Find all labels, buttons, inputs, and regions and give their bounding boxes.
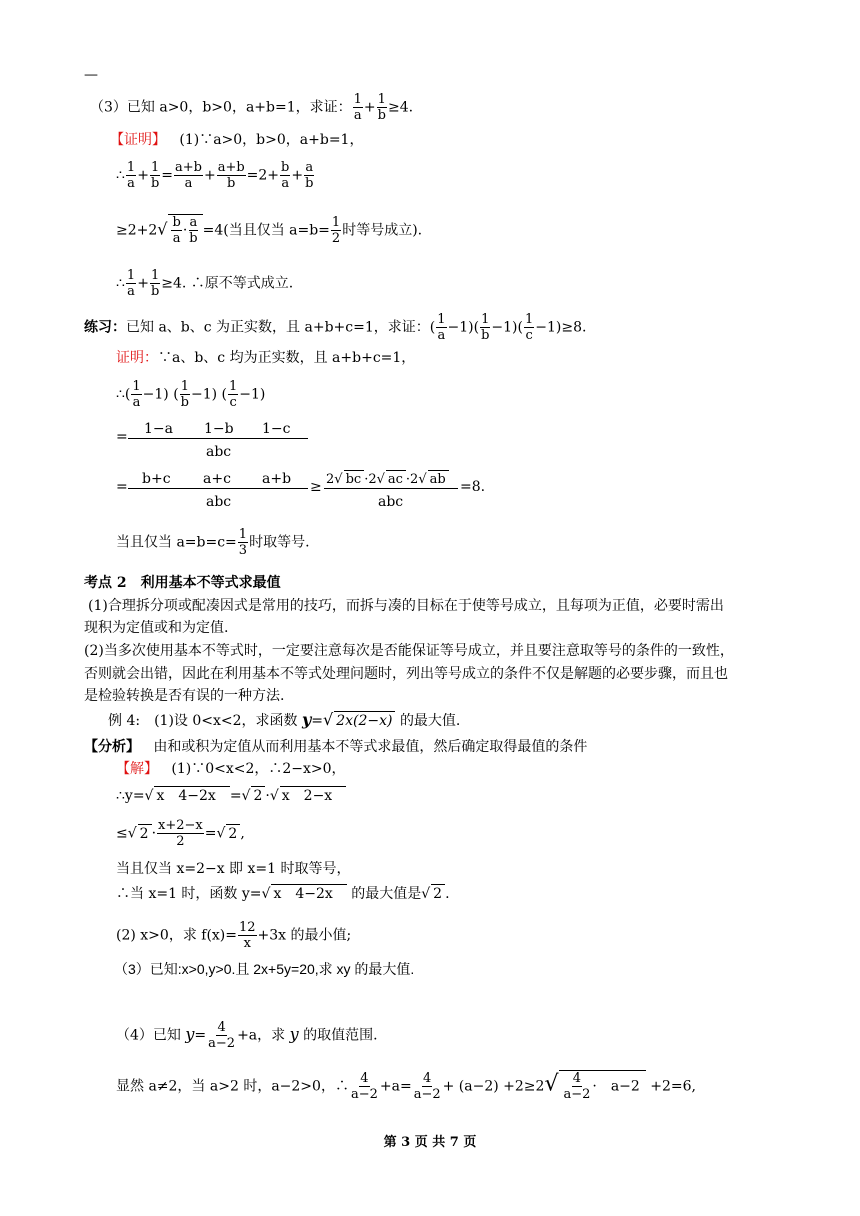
text: ∴y= bbox=[116, 788, 145, 804]
var-y: y bbox=[185, 1024, 195, 1044]
text: 显然 a≠2，当 a>2 时，a−2>0，∴ bbox=[116, 1078, 349, 1095]
equals-sign: = bbox=[116, 479, 128, 495]
denominator: 2 bbox=[176, 834, 185, 849]
text: (1)∵0<x<2，∴2−x>0， bbox=[171, 761, 346, 777]
sqrt-sign: √ bbox=[376, 472, 385, 487]
fraction bbox=[180, 379, 190, 410]
practice-proof-line-2 bbox=[116, 379, 265, 410]
practice-stem bbox=[84, 312, 586, 343]
sqrt-body: bc bbox=[344, 470, 365, 489]
practice-equality-condition bbox=[116, 527, 310, 558]
practice-proof-line-1 bbox=[116, 349, 415, 367]
denominator: 3 bbox=[238, 543, 248, 558]
text: ∴( bbox=[116, 386, 131, 403]
sqrt-sign: √ bbox=[216, 825, 226, 842]
sqrt-sign: √ bbox=[157, 219, 168, 239]
fraction-bar bbox=[128, 438, 308, 439]
text: 例 4: (1)设 0<x<2，求函数 bbox=[108, 713, 298, 729]
numerator: 4 bbox=[217, 1020, 226, 1035]
fraction bbox=[217, 160, 246, 191]
sqrt-sign: √ bbox=[334, 472, 343, 487]
dot: · bbox=[151, 825, 157, 842]
fraction bbox=[150, 268, 160, 299]
fraction bbox=[126, 268, 136, 299]
text: +a，求 bbox=[237, 1027, 286, 1044]
equals-sign: = bbox=[204, 825, 217, 842]
numerator: x+2−x bbox=[158, 818, 203, 833]
plus-sign: + bbox=[363, 99, 376, 116]
numerator: 1−b bbox=[204, 421, 234, 437]
denominator: a bbox=[172, 231, 181, 246]
q3-stem-end: ≥4. bbox=[387, 99, 414, 116]
text: −1)≥8. bbox=[535, 319, 587, 336]
solution-line-3 bbox=[116, 818, 245, 849]
fraction bbox=[304, 160, 314, 191]
denominator: a bbox=[184, 176, 193, 191]
dot: · bbox=[265, 788, 270, 804]
sqrt-body: 2 bbox=[431, 884, 445, 903]
question-4 bbox=[116, 1020, 378, 1051]
text: 时取等号. bbox=[249, 534, 310, 551]
equals-sign: = bbox=[116, 429, 128, 445]
numerator: b+c bbox=[142, 471, 171, 487]
sqrt-sign: √ bbox=[261, 886, 271, 902]
solution-line-1 bbox=[116, 760, 346, 778]
denominator: a bbox=[353, 108, 362, 123]
paragraph-line: 否则就会出错，因此在利用基本不等式处理问题时，列出等号成立的条件不仅是解题的必要步骤，而且也 bbox=[84, 666, 728, 682]
practice-text: 已知 a、b、c 为正实数，且 a+b+c=1，求证：( bbox=[126, 319, 436, 336]
plus-sign: + bbox=[291, 167, 304, 184]
numerator: 1 bbox=[524, 312, 534, 327]
numerator: 1−c bbox=[262, 421, 291, 437]
question-2 bbox=[116, 920, 351, 951]
fraction bbox=[171, 215, 181, 246]
denominator: x bbox=[243, 936, 251, 951]
fraction bbox=[480, 312, 490, 343]
numerator: 1 bbox=[229, 379, 238, 394]
sqrt-body: 2 bbox=[251, 786, 265, 805]
text: （4）已知 bbox=[116, 1027, 181, 1044]
numerator: a+c bbox=[203, 471, 231, 487]
numerator: 1 bbox=[331, 215, 341, 230]
denominator: abc bbox=[206, 494, 232, 510]
text: (2) x>0，求 f(x)= bbox=[116, 927, 237, 944]
denominator: b bbox=[377, 108, 386, 123]
denominator: a−2 bbox=[413, 1087, 441, 1102]
denominator: b bbox=[150, 284, 160, 299]
dot: · bbox=[182, 222, 188, 239]
sqrt-body bbox=[168, 214, 202, 246]
sqrt-sign: √ bbox=[418, 472, 427, 487]
sqrt-body: 2 bbox=[226, 824, 240, 843]
proof-tag: 证明： bbox=[116, 350, 158, 366]
text: −1) bbox=[239, 386, 266, 403]
text: 的最大值是 bbox=[351, 886, 422, 902]
fraction bbox=[524, 312, 534, 343]
fraction bbox=[562, 1071, 591, 1102]
plus-sign: + bbox=[137, 275, 149, 292]
sqrt-body: ac bbox=[386, 470, 406, 489]
ge-sign: ≥ bbox=[310, 479, 322, 495]
text: ∴当 x=1 时，函数 y= bbox=[116, 886, 262, 902]
fraction bbox=[331, 215, 341, 246]
text: ·2 bbox=[364, 472, 377, 487]
plus-sign: + bbox=[137, 167, 149, 184]
sqrt-body: x 4−2x bbox=[154, 786, 229, 805]
equality-condition: =4(当且仅当 a=b= bbox=[202, 222, 330, 239]
practice-label: 练习： bbox=[84, 319, 126, 336]
fraction bbox=[150, 160, 160, 191]
numerator: b bbox=[172, 215, 181, 230]
equals-sign: = bbox=[229, 788, 242, 804]
numerator: 1 bbox=[126, 268, 136, 283]
denominator: a bbox=[127, 176, 135, 191]
sqrt-body: 2x(2−x) bbox=[334, 711, 395, 730]
numerator: a bbox=[305, 160, 314, 175]
equality-end: 时等号成立). bbox=[342, 222, 423, 239]
solution-line-5 bbox=[116, 884, 450, 903]
numerator: 1 bbox=[132, 379, 141, 394]
analysis bbox=[84, 738, 587, 756]
question-3 bbox=[90, 92, 413, 123]
sqrt-body: ab bbox=[428, 470, 449, 489]
sqrt-body bbox=[559, 1070, 645, 1102]
solution-tag: 【解】 bbox=[116, 761, 158, 777]
fraction-bar bbox=[128, 488, 308, 489]
comma: , bbox=[240, 825, 245, 842]
sqrt-sign: √ bbox=[269, 788, 279, 804]
proof-text: ∵a、b、c 均为正实数，且 a+b+c=1， bbox=[158, 350, 416, 366]
denominator: a−2 bbox=[350, 1087, 378, 1102]
proof-line-1 bbox=[110, 131, 363, 149]
therefore-sign: ∴ bbox=[116, 275, 125, 292]
proof-tag: 【证明】 bbox=[110, 132, 166, 148]
var-y: y bbox=[301, 710, 312, 729]
paragraph-line: 是检验转换是否有误的一种方法. bbox=[84, 688, 285, 704]
numerator: 1 bbox=[353, 92, 362, 107]
fraction bbox=[238, 527, 248, 558]
numerator: 1 bbox=[150, 160, 160, 175]
text: −1)( bbox=[447, 319, 480, 336]
denominator: abc bbox=[378, 494, 404, 510]
fraction bbox=[228, 379, 238, 410]
text: 的最大值. bbox=[399, 713, 461, 729]
top-dash: — bbox=[84, 67, 98, 83]
sqrt-sign: √ bbox=[323, 710, 334, 729]
equals-sign: = bbox=[311, 713, 324, 729]
fraction bbox=[436, 312, 446, 343]
text: −1)( bbox=[491, 319, 523, 336]
sqrt-sign: √ bbox=[127, 825, 137, 842]
example-4-stem bbox=[108, 711, 460, 730]
conclusion-text: ≥4. ∴原不等式成立. bbox=[161, 275, 294, 292]
solution-line-2 bbox=[116, 786, 346, 805]
proof-line-4 bbox=[116, 268, 293, 299]
denominator: a−2 bbox=[563, 1087, 591, 1102]
equals-sign: = bbox=[194, 1027, 207, 1044]
final-line bbox=[116, 1070, 696, 1102]
denominator: abc bbox=[206, 444, 232, 460]
proof-text: (1)∵a>0，b>0，a+b=1， bbox=[179, 132, 364, 148]
ge-text: ≥2+2 bbox=[116, 222, 158, 239]
numerator: 4 bbox=[360, 1071, 369, 1086]
numerator: 1 bbox=[180, 379, 189, 394]
fraction bbox=[238, 920, 257, 951]
numerator: 1 bbox=[126, 160, 136, 175]
numerator: 4 bbox=[572, 1071, 582, 1086]
denominator: a bbox=[281, 176, 290, 191]
denominator: b bbox=[305, 176, 314, 191]
text: 的取值范围. bbox=[303, 1027, 378, 1044]
sqrt-sign: √ bbox=[241, 788, 251, 804]
denominator: a−2 bbox=[208, 1036, 236, 1051]
numerator: 1 bbox=[437, 312, 446, 327]
denominator: a bbox=[132, 395, 141, 410]
section-title: 考点 2 利用基本不等式求最值 bbox=[84, 575, 281, 591]
analysis-text: 由和或积为定值从而利用基本不等式求最值，然后确定取得最值的条件 bbox=[153, 739, 588, 755]
numerator: a+b bbox=[217, 160, 245, 175]
period: . bbox=[445, 886, 450, 902]
fraction bbox=[126, 160, 136, 191]
denominator: c bbox=[525, 328, 533, 343]
numerator: a+b bbox=[262, 471, 292, 487]
analysis-tag: 【分析】 bbox=[84, 739, 140, 755]
numerator: 4 bbox=[423, 1071, 432, 1086]
fraction bbox=[174, 160, 203, 191]
numerator: b bbox=[281, 160, 290, 175]
numerator: 1−a bbox=[144, 421, 173, 437]
sqrt-sign: √ bbox=[544, 1071, 559, 1097]
denominator: b bbox=[150, 176, 160, 191]
denominator: b bbox=[481, 328, 490, 343]
text: 2 bbox=[326, 472, 335, 487]
solution-line-4: 当且仅当 x=2−x 即 x=1 时取等号， bbox=[116, 861, 351, 877]
text: −1) ( bbox=[191, 386, 228, 403]
equals-sign: = bbox=[161, 167, 173, 184]
numerator: a bbox=[189, 215, 198, 230]
paragraph-line: (2)当多次使用基本不等式时，一定要注意每次是否能保证等号成立，并且要注意取等号的条件的一致性， bbox=[84, 643, 734, 659]
numerator: 1 bbox=[377, 92, 386, 107]
le-sign: ≤ bbox=[116, 825, 128, 842]
text: +a= bbox=[379, 1078, 412, 1095]
sqrt-sign: √ bbox=[421, 886, 431, 902]
denominator: c bbox=[229, 395, 237, 410]
fraction-bar bbox=[324, 488, 458, 489]
fraction bbox=[377, 92, 387, 123]
numerator: a+b bbox=[175, 160, 202, 175]
denominator: a bbox=[437, 328, 446, 343]
q3-stem: （3）已知 a>0，b>0，a+b=1，求证： bbox=[90, 99, 352, 116]
var-y: y bbox=[289, 1024, 299, 1044]
denominator: b bbox=[227, 176, 236, 191]
numerator: 1 bbox=[238, 527, 248, 542]
paragraph-line: (1)合理拆分项或配凑因式是常用的技巧，而拆与凑的目标在于使等号成立，且每项为正值，必要时需出 bbox=[88, 598, 724, 614]
fraction bbox=[280, 160, 290, 191]
text: +2=6, bbox=[650, 1078, 697, 1095]
sqrt-body: 2 bbox=[138, 824, 152, 843]
page-footer: 第 3 页 共 7 页 bbox=[383, 1135, 477, 1150]
proof-line-2 bbox=[116, 160, 315, 191]
fraction bbox=[157, 818, 204, 849]
denominator: 2 bbox=[331, 231, 341, 246]
text: 当且仅当 a=b=c= bbox=[116, 534, 237, 551]
fraction bbox=[413, 1071, 442, 1102]
question-3b: （3）已知:x>0,y>0.且 2x+5y=20,求 xy 的最大值. bbox=[114, 961, 415, 977]
text: ·2 bbox=[405, 472, 419, 487]
denominator: a bbox=[127, 284, 135, 299]
plus-sign: + bbox=[203, 167, 216, 184]
paragraph-line: 现积为定值或和为定值. bbox=[84, 620, 229, 636]
text: =8. bbox=[460, 479, 486, 495]
numerator: 1 bbox=[150, 268, 160, 283]
fraction bbox=[188, 215, 198, 246]
equals-text: =2+ bbox=[246, 167, 280, 184]
text: · a−2 bbox=[592, 1078, 640, 1095]
fraction bbox=[353, 92, 363, 123]
proof-line-3 bbox=[116, 214, 422, 246]
fraction bbox=[131, 379, 141, 410]
sqrt-body: x 4−2x bbox=[271, 884, 346, 903]
numerator: 1 bbox=[481, 312, 490, 327]
numerator-radicals bbox=[326, 470, 449, 489]
denominator: b bbox=[180, 395, 189, 410]
sqrt-sign: √ bbox=[144, 788, 154, 804]
numerator: 12 bbox=[239, 920, 256, 935]
fraction bbox=[350, 1071, 379, 1102]
therefore-sign: ∴ bbox=[116, 167, 125, 184]
sqrt-body: x 2−x bbox=[280, 786, 346, 805]
denominator: b bbox=[189, 231, 198, 246]
text: +3x 的最小值; bbox=[257, 927, 352, 944]
text: + (a−2) +2≥2 bbox=[442, 1078, 545, 1095]
text: −1) ( bbox=[142, 386, 179, 403]
fraction bbox=[207, 1020, 236, 1051]
